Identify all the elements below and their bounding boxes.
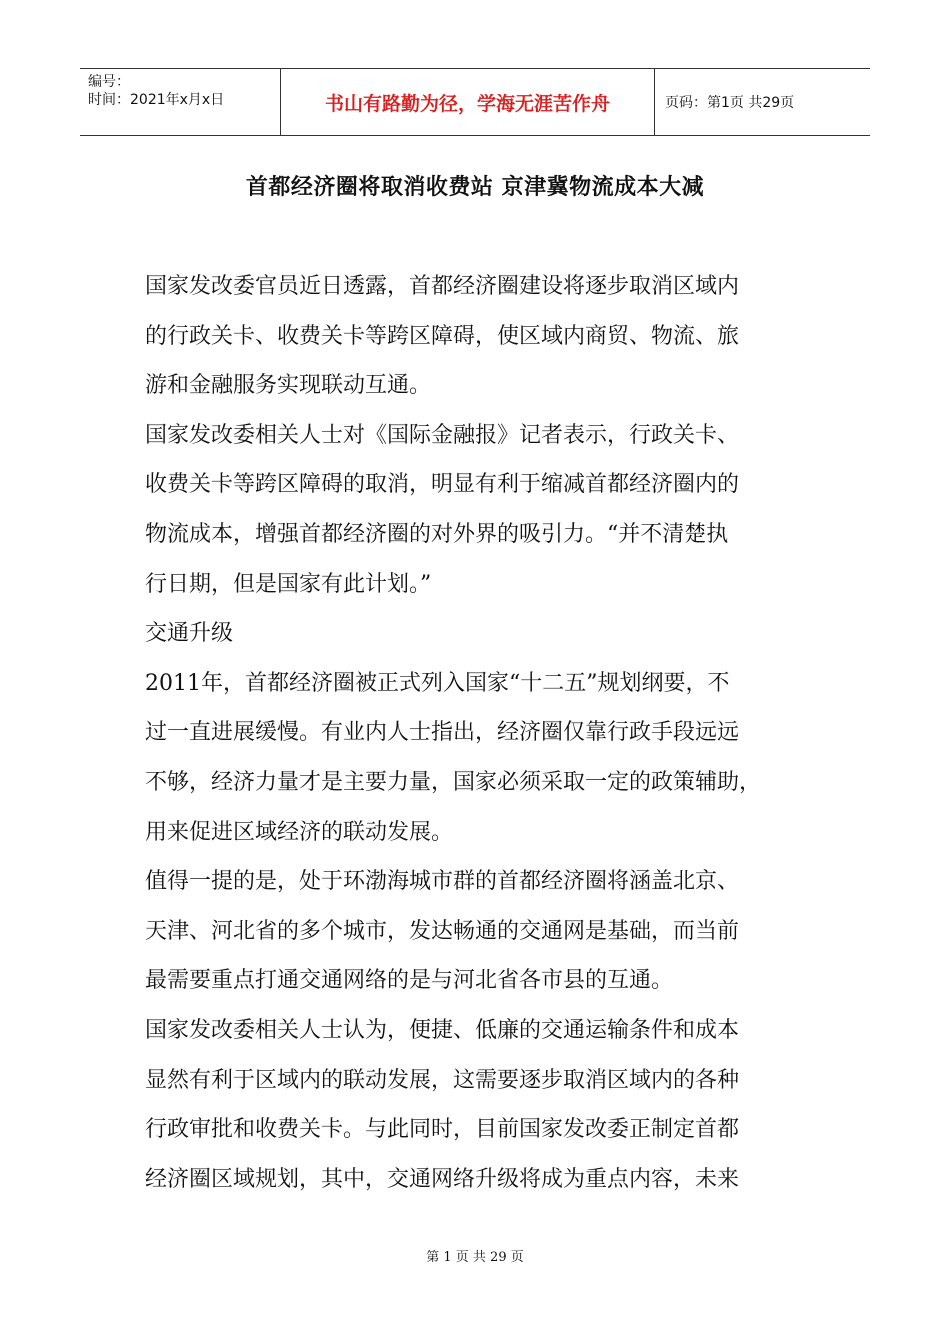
body-line: 过一直进展缓慢。有业内人士指出，经济圈仅靠行政手段远远: [145, 720, 740, 746]
header-motto: 书山有路勤为径，学海无涯苦作舟: [281, 69, 655, 135]
header-page-info: 页码：第1页 共29页: [665, 95, 795, 111]
body-line: 值得一提的是，处于环渤海城市群的首都经济圈将涵盖北京、: [145, 869, 740, 895]
body-line: 行日期，但是国家有此计划。”: [145, 571, 432, 597]
page-footer: 第 1 页 共 29 页: [426, 1250, 524, 1265]
body-line: 天津、河北省的多个城市，发达畅通的交通网是基础，而当前: [145, 918, 740, 944]
body-line: 经济圈区域规划，其中，交通网络升级将成为重点内容，未来: [145, 1166, 740, 1192]
body-line: 国家发改委相关人士对《国际金融报》记者表示，行政关卡、: [145, 422, 740, 448]
body-line: 2011年，首都经济圈被正式列入国家“十二五”规划纲要，不: [145, 670, 730, 696]
body-line: 国家发改委相关人士认为，便捷、低廉的交通运输条件和成本: [145, 1017, 740, 1043]
document-title: 首都经济圈将取消收费站 京津冀物流成本大减: [245, 174, 705, 200]
body-line: 游和金融服务实现联动互通。: [145, 373, 432, 399]
header-meta-cell: [80, 69, 281, 135]
body-line: 用来促进区域经济的联动发展。: [145, 819, 454, 845]
document-body: [145, 262, 845, 1204]
body-line: 收费关卡等跨区障碍的取消，明显有利于缩减首都经济圈内的: [145, 472, 740, 498]
section-heading: 交通升级: [145, 621, 234, 647]
body-line: 不够，经济力量才是主要力量，国家必须采取一定的政策辅助，: [145, 769, 762, 795]
body-line: 国家发改委官员近日透露，首都经济圈建设将逐步取消区域内: [145, 274, 740, 299]
body-line: 最需要重点打通交通网络的是与河北省各市县的互通。: [145, 968, 674, 994]
body-line: 的行政关卡、收费关卡等跨区障碍，使区域内商贸、物流、旅: [145, 323, 740, 349]
document-header: [80, 68, 870, 136]
body-line: 物流成本，增强首都经济圈的对外界的吸引力。“并不清楚执: [145, 521, 729, 547]
body-line: 行政审批和收费关卡。与此同时，目前国家发改委正制定首都: [145, 1117, 740, 1143]
body-line: 显然有利于区域内的联动发展，这需要逐步取消区域内的各种: [145, 1067, 740, 1093]
document-number-label: 编号：: [88, 74, 130, 90]
document-date: 时间：2021年x月x日: [88, 92, 225, 108]
